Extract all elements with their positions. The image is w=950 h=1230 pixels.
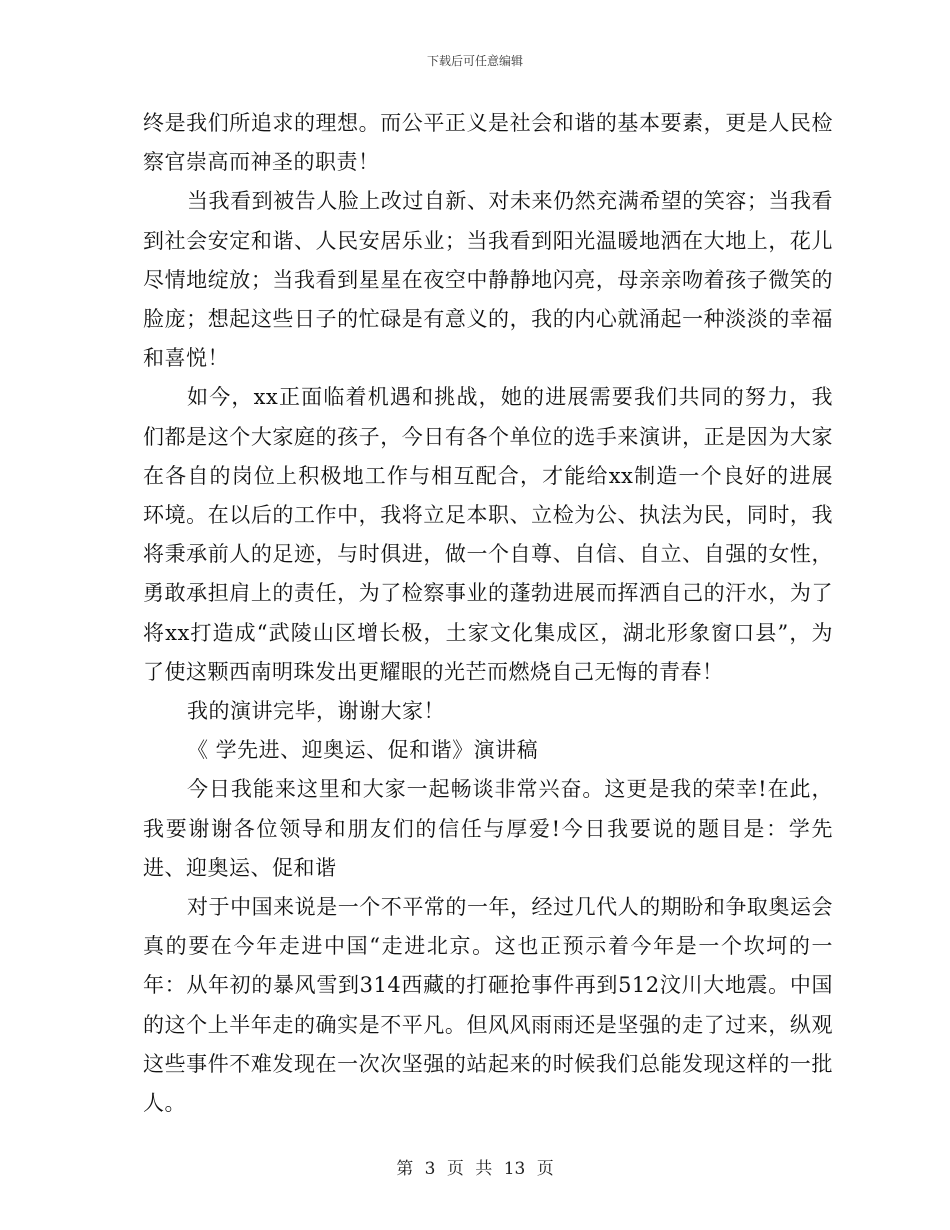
document-body xyxy=(143,104,833,1123)
page-header: 下载后可任意编辑 xyxy=(426,54,523,68)
paragraph-continuation: 终是我们所追求的理想。而公平正义是社会和谐的基本要素，更是人民检察官崇高而神圣的职责！ xyxy=(143,111,833,175)
page-footer: 第 3 页 共 13 页 xyxy=(396,1159,554,1179)
paragraph: 如今，xx正面临着机遇和挑战，她的进展需要我们共同的努力，我们都是这个大家庭的孩子，今日有各个单位的选手来演讲，正是因为大家在各自的岗位上积极地工作与相互配合，才能给xx制造一个良好的进展环境。在以后的工作中，我将立足本职、立检为公、执法为民，同时，我将秉承前人的足迹，与时俱进，做一个自尊、自信、自立、自强的女性，勇敢承担肩上的责任，为了检察事业的蓬勃进展而挥洒自己的汗水，为了将xx打造成“武陵山区增长极，土家文化集成区，湖北形象窗口县”，为了使这颗西南明珠发出更耀眼的光芒而燃烧自己无悔的青春！ xyxy=(143,385,833,684)
paragraph: 当我看到被告人脸上改过自新、对未来仍然充满希望的笑容；当我看到社会安定和谐、人民安居乐业；当我看到阳光温暖地洒在大地上，花儿尽情地绽放；当我看到星星在夜空中静静地闪亮，母亲亲吻着孩子微笑的脸庞；想起这些日子的忙碌是有意义的，我的内心就涌起一种淡淡的幸福和喜悦！ xyxy=(143,189,833,371)
speech-title: 《 学先进、迎奥运、促和谐》演讲稿 xyxy=(187,738,539,763)
paragraph: 今日我能来这里和大家一起畅谈非常兴奋。这更是我的荣幸!在此，我要谢谢各位领导和朋友们的信任与厚爱!今日我要说的题目是：学先进、迎奥运、促和谐 xyxy=(143,777,833,880)
paragraph: 对于中国来说是一个不平常的一年，经过几代人的期盼和争取奥运会真的要在今年走进中国“走进北京。这也正预示着今年是一个坎坷的一年：从年初的暴风雪到314西藏的打砸抢事件再到512汶川大地震。中国的这个上半年走的确实是不平凡。但风风雨雨还是坚强的走了过来，纵观这些事件不难发现在一次次坚强的站起来的时候我们总能发现这样的一批人。 xyxy=(143,895,833,1116)
paragraph-closing: 我的演讲完毕，谢谢大家！ xyxy=(187,699,445,724)
